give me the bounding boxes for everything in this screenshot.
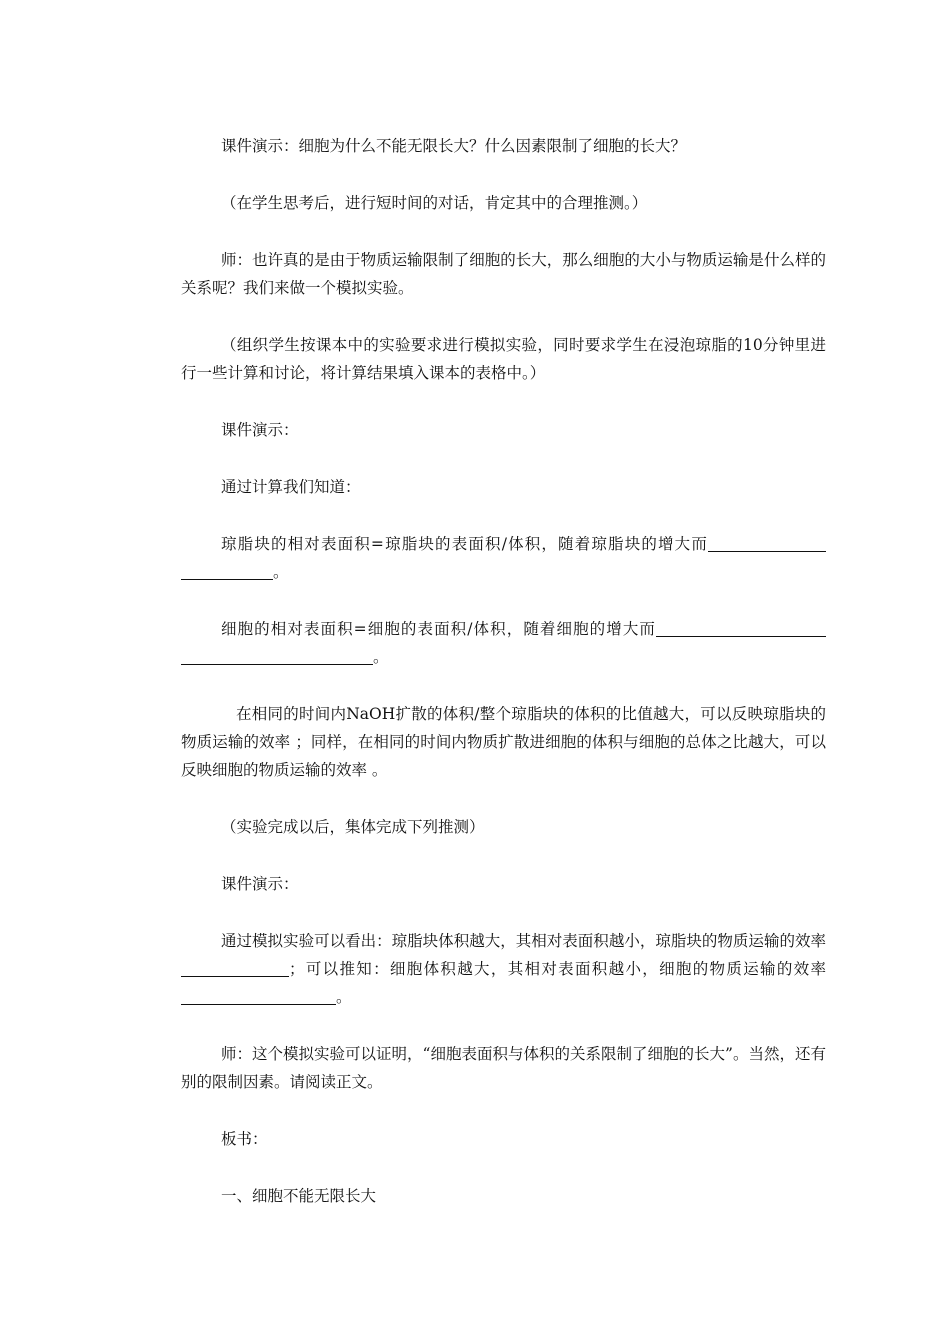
paragraph-calculation-intro: 通过计算我们知道： xyxy=(221,478,361,496)
agar-ratio-end: 。 xyxy=(273,563,289,581)
fill-blank-agar-line2[interactable] xyxy=(181,561,273,580)
fill-blank-agar-efficiency[interactable] xyxy=(181,958,289,977)
paragraph-after-experiment: （实验完成以后，集体完成下列推测） xyxy=(221,818,485,836)
paragraph-agar-surface-ratio xyxy=(181,530,826,586)
fill-blank-cell-efficiency[interactable] xyxy=(181,986,336,1005)
fill-blank-cell-line1[interactable] xyxy=(656,618,826,637)
fill-blank-agar-line1[interactable] xyxy=(708,533,826,552)
paragraph-courseware-label: 课件演示： xyxy=(221,421,299,439)
simulation-end: 。 xyxy=(336,988,352,1006)
agar-ratio-text: 琼脂块的相对表面积=琼脂块的表面积/体积，随着琼脂块的增大而 xyxy=(221,535,708,553)
paragraph-courseware-label-2: 课件演示： xyxy=(221,875,299,893)
fill-blank-cell-line2[interactable] xyxy=(181,646,373,665)
paragraph-blackboard-label: 板书： xyxy=(221,1130,268,1148)
cell-ratio-text: 细胞的相对表面积=细胞的表面积/体积，随着细胞的增大而 xyxy=(221,620,656,638)
paragraph-teacher-conclusion: 师：这个模拟实验可以证明，“细胞表面积与体积的关系限制了细胞的长大”。当然，还有别的限制因素。请阅读正文。 xyxy=(181,1045,826,1091)
paragraph-experiment-instruction: （组织学生按课本中的实验要求进行模拟实验，同时要求学生在浸泡琼脂的10分钟里进行一些计算和讨论，将计算结果填入课本的表格中。） xyxy=(181,336,826,382)
paragraph-blackboard-heading: 一、细胞不能无限长大 xyxy=(221,1187,377,1205)
simulation-text-a: 通过模拟实验可以看出：琼脂块体积越大，其相对表面积越小，琼脂块的物质运输的效率 xyxy=(221,932,826,950)
paragraph-cell-surface-ratio xyxy=(181,615,826,671)
paragraph-courseware-question: 课件演示：细胞为什么不能无限长大？什么因素限制了细胞的长大？ xyxy=(221,137,687,155)
paragraph-teacher-intro: 师：也许真的是由于物质运输限制了细胞的长大，那么细胞的大小与物质运输是什么样的关系呢？我们来做一个模拟实验。 xyxy=(181,251,826,297)
paragraph-dialogue-note: （在学生思考后，进行短时间的对话，肯定其中的合理推测。） xyxy=(221,194,648,212)
document-body xyxy=(181,132,826,1239)
paragraph-naoh-diffusion: 在相同的时间内NaOH扩散的体积/整个琼脂块的体积的比值越大，可以反映琼脂块的物质运输的效率 ；同样，在相同的时间内物质扩散进细胞的体积与细胞的总体之比越大，可以反映细胞的物质运输的效率 。 xyxy=(181,705,826,779)
simulation-text-b: ；可以推知：细胞体积越大，其相对表面积越小，细胞的物质运输的效率 xyxy=(289,960,826,978)
cell-ratio-end: 。 xyxy=(373,648,389,666)
paragraph-simulation-conclusion xyxy=(181,927,826,1011)
